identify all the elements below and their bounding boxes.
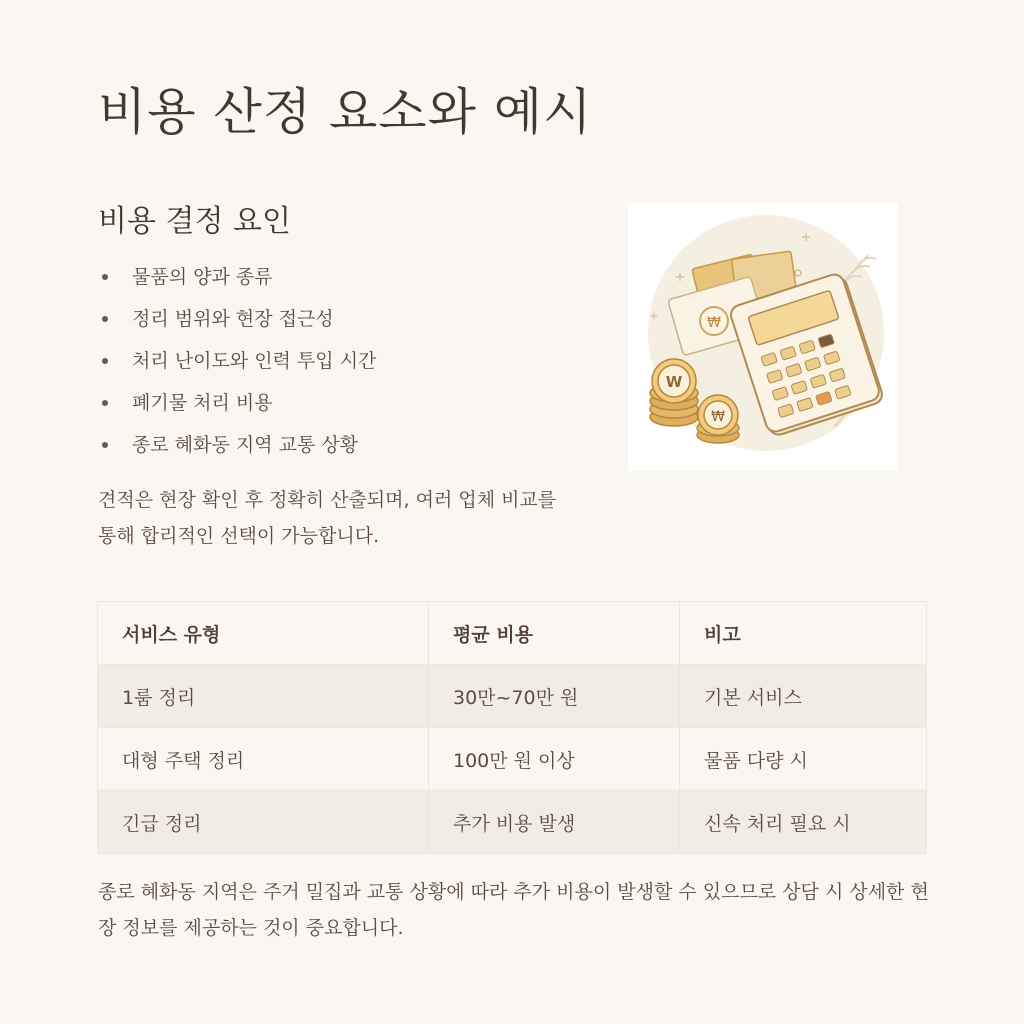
list-item-label: 폐기물 처리 비용 xyxy=(132,392,273,414)
bullet-icon xyxy=(102,358,108,364)
factors-heading: 비용 결정 요인 xyxy=(98,204,291,239)
table-cell: 1룸 정리 xyxy=(98,665,429,728)
coin-symbol: W xyxy=(665,373,683,391)
bullet-icon xyxy=(102,316,108,322)
table-row xyxy=(98,665,927,728)
list-item-label: 물품의 양과 종류 xyxy=(132,266,273,288)
bullet-icon xyxy=(102,442,108,448)
factor-list xyxy=(98,256,578,466)
list-item-label: 정리 범위와 현장 접근성 xyxy=(132,308,334,330)
table-cell: 30만~70만 원 xyxy=(429,665,680,728)
calculator-icon xyxy=(628,203,898,471)
list-item-label: 처리 난이도와 인력 투입 시간 xyxy=(132,350,377,372)
list-item-label: 종로 혜화동 지역 교통 상황 xyxy=(132,434,359,456)
table-header-row xyxy=(98,602,927,665)
list-item xyxy=(98,382,578,424)
footer-note: 종로 혜화동 지역은 주거 밀집과 교통 상황에 따라 추가 비용이 발생할 수 있으므로 상담 시 상세한 현장 정보를 제공하는 것이 중요합니다. xyxy=(98,881,929,939)
table-cell: 100만 원 이상 xyxy=(429,728,680,791)
table-cell: 기본 서비스 xyxy=(680,665,927,728)
svg-text:₩: ₩ xyxy=(707,315,721,331)
page-title: 비용 산정 요소와 예시 xyxy=(98,83,593,141)
table-row xyxy=(98,728,927,791)
estimate-note: 견적은 현장 확인 후 정확히 산출되며, 여러 업체 비교를 통해 합리적인 선택이 가능합니다. xyxy=(98,489,557,547)
column-header: 서비스 유형 xyxy=(98,602,429,665)
svg-text:₩: ₩ xyxy=(711,409,725,425)
list-item xyxy=(98,256,578,298)
table-row xyxy=(98,791,927,854)
table-cell: 대형 주택 정리 xyxy=(98,728,429,791)
column-header: 비고 xyxy=(680,602,927,665)
list-item xyxy=(98,340,578,382)
cost-table xyxy=(97,601,927,854)
bullet-icon xyxy=(102,274,108,280)
table-cell: 추가 비용 발생 xyxy=(429,791,680,854)
list-item xyxy=(98,424,578,466)
bullet-icon xyxy=(102,400,108,406)
table-cell: 긴급 정리 xyxy=(98,791,429,854)
table-cell: 신속 처리 필요 시 xyxy=(680,791,927,854)
table-cell: 물품 다량 시 xyxy=(680,728,927,791)
calculator-coins-illustration xyxy=(628,203,898,471)
list-item xyxy=(98,298,578,340)
column-header: 평균 비용 xyxy=(429,602,680,665)
